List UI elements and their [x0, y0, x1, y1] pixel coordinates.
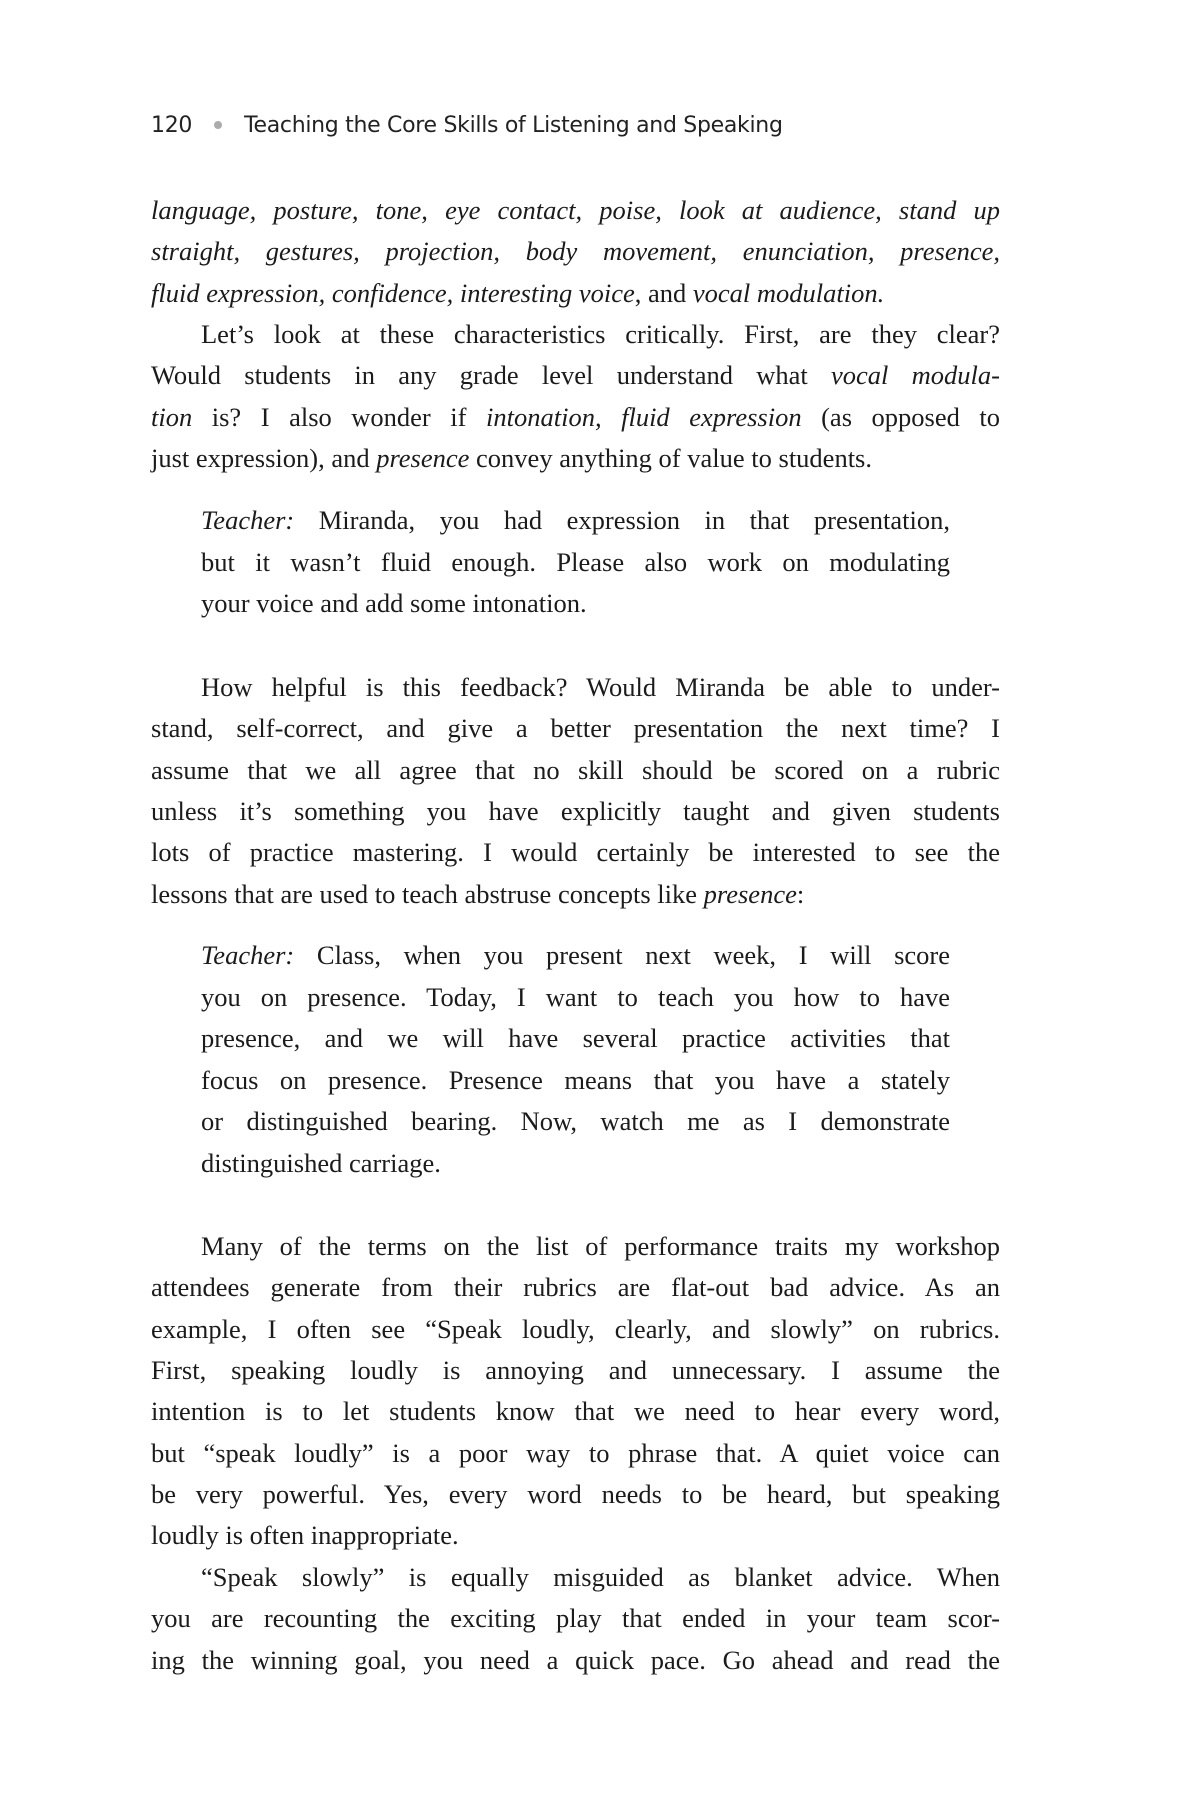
text-run: but it wasn’t fluid enough. Please also work on modulating: [201, 546, 950, 577]
text-line: [151, 273, 1000, 314]
text-line: [201, 1060, 950, 1101]
text-run: stand, self-correct, and give a better presentation the next time? I: [151, 713, 1000, 744]
text-run: lessons that are used to teach abstruse concepts like: [151, 878, 704, 909]
text-run: ing the winning goal, you need a quick pace. Go ahead and read the: [151, 1644, 1000, 1675]
text-run: you on presence. Today, I want to teach you how to have: [201, 981, 950, 1012]
text-line: [201, 1226, 1000, 1267]
text-line: [151, 874, 1000, 915]
text-run: you are recounting the exciting play that ended in your team scor-: [151, 1603, 1000, 1634]
italic-text: Teacher:: [201, 505, 295, 535]
text-run: intention is to let students know that we need to hear every word,: [151, 1396, 1000, 1427]
text-run: loudly is often inappropriate.: [151, 1520, 459, 1551]
text-run: your voice and add some intonation.: [201, 588, 587, 618]
text-run: Would students in any grade level understand what: [151, 360, 832, 391]
text-line: [201, 1143, 950, 1184]
text-run: or distinguished bearing. Now, watch me as I demonstrate: [201, 1106, 950, 1136]
text-run: First, speaking loudly is annoying and unnecessary. I assume the: [151, 1355, 1000, 1386]
text-run: Many of the terms on the list of performance traits my workshop: [201, 1231, 1000, 1261]
text-line: [151, 190, 1000, 231]
italic-text: vocal modula-: [831, 360, 1000, 391]
text-run: unless it’s something you have explicitly taught and given students: [151, 796, 1000, 827]
text-run: just expression), and: [151, 443, 377, 474]
text-run: “Speak slowly” is equally misguided as blanket advice. When: [201, 1562, 1000, 1592]
running-head: [151, 110, 783, 140]
text-run: example, I often see “Speak loudly, clearly, and slowly” on rubrics.: [151, 1313, 1000, 1344]
text-line: [201, 583, 950, 624]
text-line: [201, 935, 950, 976]
text-run: Let’s look at these characteristics critically. First, are they clear?: [201, 319, 1000, 349]
text-run: :: [796, 878, 805, 909]
text-run: assume that we all agree that no skill should be scored on a rubric: [151, 754, 1000, 785]
italic-text: intonation, fluid expression: [486, 401, 802, 432]
text-line: [151, 231, 1000, 272]
text-line: [151, 1640, 1000, 1681]
text-line: [201, 1557, 1000, 1598]
text-run: Miranda, you had expression in that presentation,: [294, 505, 950, 535]
text-run: focus on presence. Presence means that you have a stately: [201, 1064, 950, 1095]
bullet-separator-icon: [214, 121, 222, 129]
text-line: [151, 355, 1000, 396]
text-line: [201, 667, 1000, 708]
text-line: [151, 1267, 1000, 1308]
text-line: [201, 500, 950, 541]
text-line: [151, 1515, 1000, 1556]
text-line: [201, 1018, 950, 1059]
italic-text: tion: [151, 401, 193, 432]
text-line: [201, 314, 1000, 355]
text-run: attendees generate from their rubrics are flat-out bad advice. As an: [151, 1272, 1000, 1303]
text-run: be very powerful. Yes, every word needs to be heard, but speaking: [151, 1479, 1000, 1510]
text-line: [151, 832, 1000, 873]
italic-text: presence: [376, 443, 470, 474]
text-run: How helpful is this feedback? Would Miranda be able to under-: [201, 672, 1000, 702]
text-line: [151, 1309, 1000, 1350]
text-line: [151, 1433, 1000, 1474]
italic-text: vocal modulation.: [692, 277, 885, 308]
text-line: [201, 542, 950, 583]
italic-text: straight, gestures, projection, body movement, enunciation, presence,: [151, 236, 1000, 267]
text-run: but “speak loudly” is a poor way to phrase that. A quiet voice can: [151, 1437, 1000, 1468]
text-line: [151, 1474, 1000, 1515]
italic-text: Teacher:: [201, 940, 295, 970]
text-run: presence, and we will have several practice activities that: [201, 1023, 950, 1053]
text-run: (as opposed to: [801, 401, 1000, 432]
text-run: , and: [634, 277, 693, 308]
text-line: [201, 977, 950, 1018]
text-line: [151, 438, 1000, 479]
text-line: [151, 708, 1000, 749]
text-line: [151, 397, 1000, 438]
italic-text: fluid expression, confidence, interesting voice: [151, 277, 635, 308]
text-run: is? I also wonder if: [192, 401, 486, 432]
text-run: Class, when you present next week, I will score: [294, 940, 950, 970]
text-line: [151, 1350, 1000, 1391]
text-line: [151, 791, 1000, 832]
text-line: [201, 1101, 950, 1142]
text-line: [151, 750, 1000, 791]
running-head-title: Teaching the Core Skills of Listening and Speaking: [244, 112, 783, 138]
text-run: lots of practice mastering. I would certainly be interested to see the: [151, 837, 1000, 868]
page-number: 120: [151, 112, 193, 138]
text-line: [151, 1391, 1000, 1432]
italic-text: language, posture, tone, eye contact, poise, look at audience, stand up: [151, 195, 1000, 225]
italic-text: presence: [703, 878, 797, 909]
text-run: convey anything of value to students.: [469, 443, 872, 474]
text-line: [151, 1598, 1000, 1639]
text-run: distinguished carriage.: [201, 1147, 441, 1178]
